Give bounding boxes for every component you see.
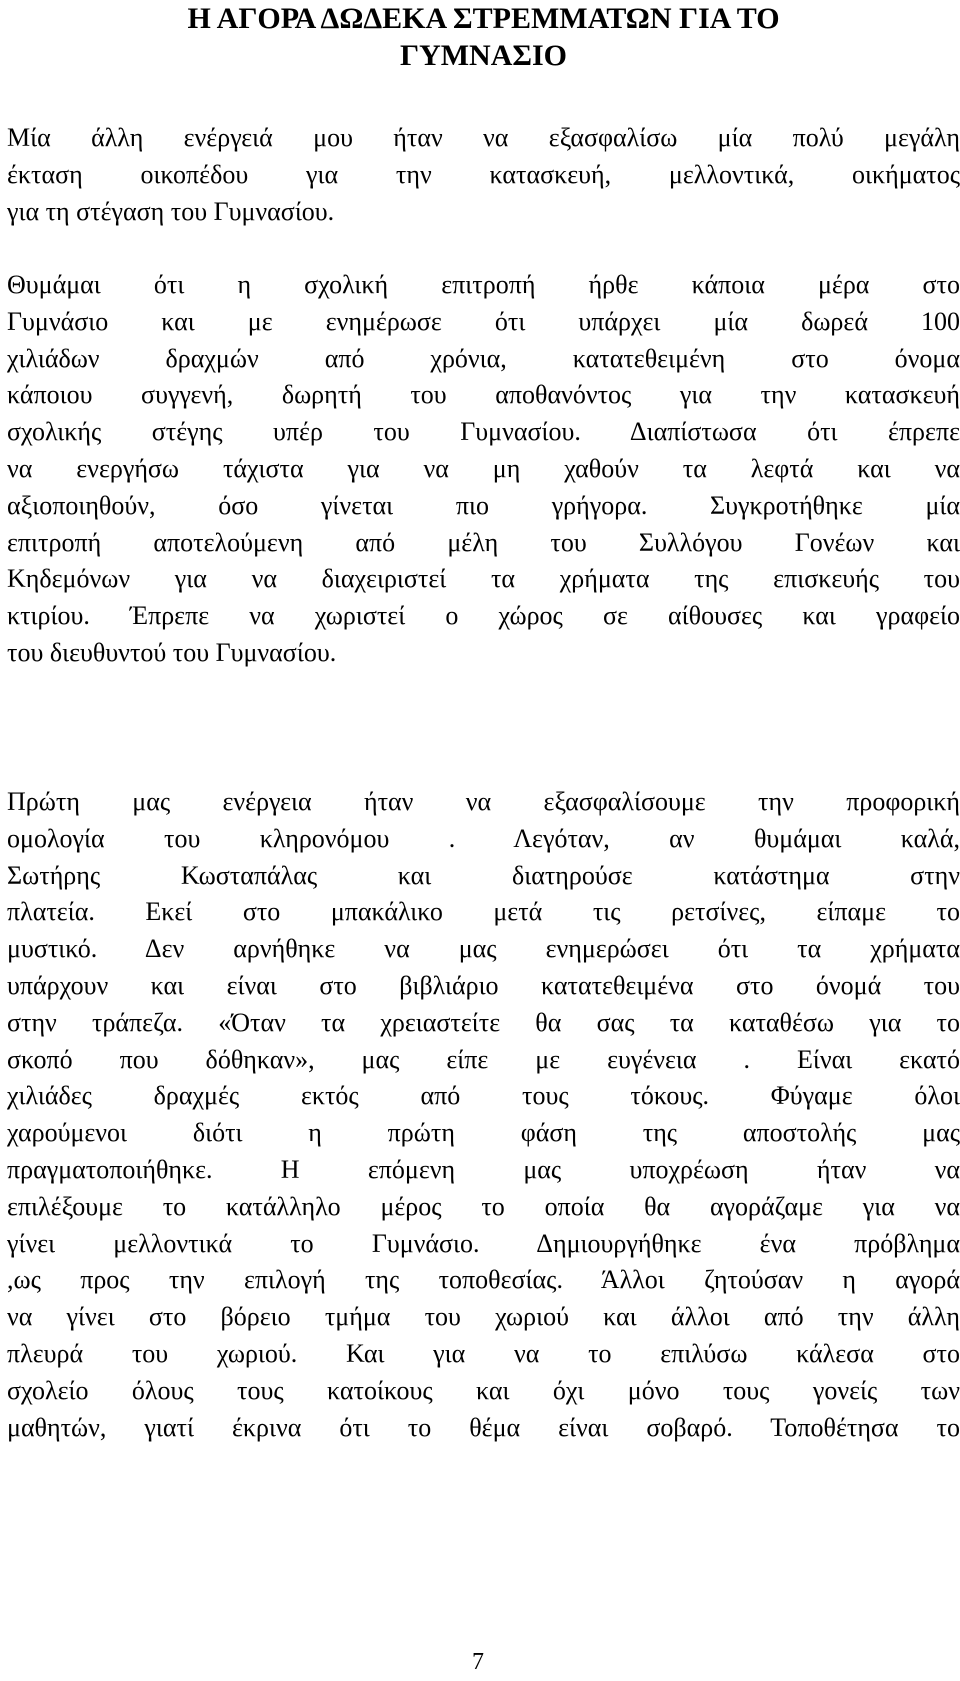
text-line: πλατεία. Εκεί στο μπακάλικο μετά τις ρετσίνες, είπαμε το	[7, 897, 960, 927]
document-page	[7, 0, 960, 1442]
text-line: Γυμνάσιο και με ενημέρωσε ότι υπάρχει μία δωρεά 100	[7, 306, 960, 336]
text-line: για τη στέγαση του Γυμνασίου.	[7, 196, 335, 226]
title-line-2: ΓΥΜΝΑΣΙΟ	[399, 39, 568, 72]
text-line: επιτροπή αποτελούμενη από μέλη του Συλλόγου Γονέων και	[7, 527, 960, 557]
text-line: να γίνει στο βόρειο τμήμα του χωριού και άλλοι από την άλλη	[7, 1302, 960, 1332]
page-number: 7	[472, 1649, 484, 1675]
text-line: σχολικής στέγης υπέρ του Γυμνασίου. Διαπίστωσα ότι έπρεπε	[7, 417, 960, 447]
text-line: αξιοποιηθούν, όσο γίνεται πιο γρήγορα. Συγκροτήθηκε μία	[7, 490, 960, 520]
text-line: Σωτήρης Κωσταπάλας και διατηρούσε κατάστημα στην	[7, 860, 960, 890]
text-line: πλευρά του χωριού. Και για να το επιλύσω κάλεσα στο	[7, 1338, 960, 1368]
text-line: μυστικό. Δεν αρνήθηκε να μας ενημερώσει ότι τα χρήματα	[7, 934, 960, 964]
text-line: γίνει μελλοντικά το Γυμνάσιο. Δημιουργήθηκε ένα πρόβλημα	[7, 1228, 960, 1258]
text-line: σχολείο όλους τους κατοίκους και όχι μόνο τους γονείς των	[7, 1375, 960, 1405]
text-line: Θυμάμαι ότι η σχολική επιτροπή ήρθε κάποια μέρα στο	[7, 270, 960, 299]
text-line: πραγματοποιήθηκε. Η επόμενη μας υποχρέωση ήταν να	[7, 1154, 960, 1184]
title-line-1: Η ΑΓΟΡΑ ΔΩΔΕΚΑ ΣΤΡΕΜΜΑΤΩΝ ΓΙΑ ΤΟ	[187, 2, 780, 35]
paragraph-3	[7, 784, 960, 1446]
text-line: του διευθυντού του Γυμνασίου.	[7, 637, 337, 667]
text-line: μαθητών, γιατί έκρινα ότι το θέμα είναι σοβαρό. Τοποθέτησα το	[7, 1412, 960, 1442]
text-line: κάποιου συγγενή, δωρητή του αποθανόντος για την κατασκευή	[7, 380, 960, 410]
text-line: κτιρίου. Έπρεπε να χωριστεί ο χώρος σε αίθουσες και γραφείο	[7, 601, 960, 631]
text-line: στην τράπεζα. «Όταν τα χρειαστείτε θα σας τα καταθέσω για το	[7, 1007, 960, 1037]
paragraph-1	[7, 120, 960, 230]
document-title	[7, 0, 960, 74]
text-line: ομολογία του κληρονόμου . Λεγόταν, αν θυμάμαι καλά,	[7, 823, 960, 853]
paragraph-2	[7, 267, 960, 672]
text-line: επιλέξουμε το κατάλληλο μέρος το οποία θα αγοράζαμε για να	[7, 1191, 960, 1221]
text-line: υπάρχουν και είναι στο βιβλιάριο κατατεθειμένα στο όνομά του	[7, 970, 960, 1000]
text-line: σκοπό που δόθηκαν», μας είπε με ευγένεια . Είναι εκατό	[7, 1044, 960, 1074]
text-line: Κηδεμόνων για να διαχειριστεί τα χρήματα της επισκευής του	[7, 564, 960, 594]
text-line: ,ως προς την επιλογή της τοποθεσίας. Άλλοι ζητούσαν η αγορά	[7, 1265, 960, 1295]
text-line: έκταση οικοπέδου για την κατασκευή, μελλοντικά, οικήματος	[7, 159, 960, 189]
text-line: χιλιάδες δραχμές εκτός από τους τόκους. Φύγαμε όλοι	[7, 1081, 960, 1111]
text-line: χιλιάδων δραχμών από χρόνια, κατατεθειμένη στο όνομα	[7, 343, 960, 373]
text-line: Πρώτη μας ενέργεια ήταν να εξασφαλίσουμε την προφορική	[7, 787, 960, 816]
text-line: Μία άλλη ενέργειά μου ήταν να εξασφαλίσω μία πολύ μεγάλη	[7, 123, 960, 152]
text-line: να ενεργήσω τάχιστα για να μη χαθούν τα λεφτά και να	[7, 453, 960, 483]
text-line: χαρούμενοι διότι η πρώτη φάση της αποστολής μας	[7, 1118, 960, 1148]
